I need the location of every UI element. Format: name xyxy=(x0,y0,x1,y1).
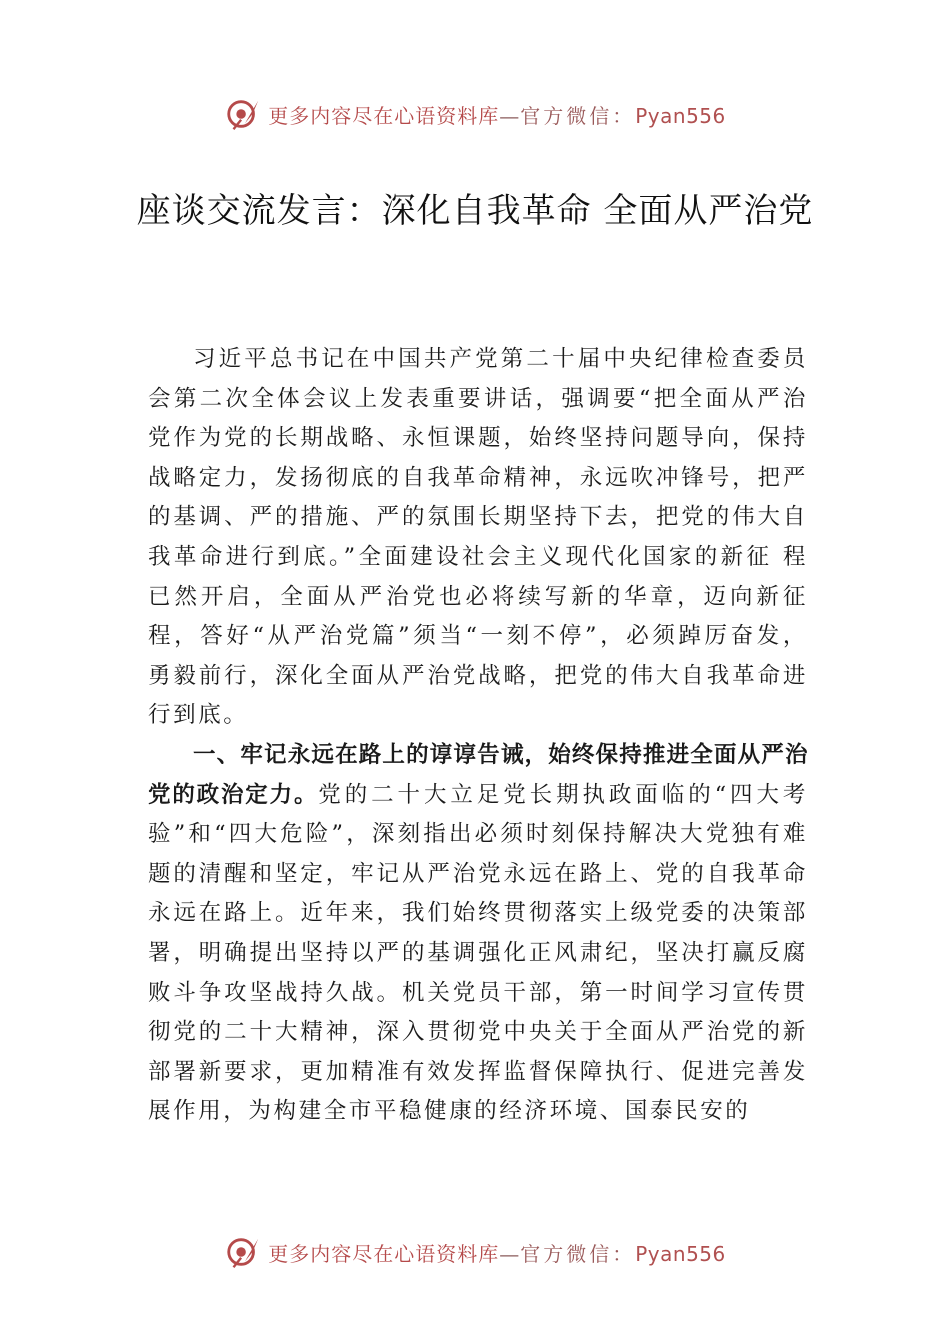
watermark-wechat-label: 官方微信： xyxy=(520,103,636,128)
watermark-site-name: 更多内容尽在心语资料库 xyxy=(268,103,500,128)
watermark-wechat-label: 官方微信： xyxy=(520,1241,636,1266)
section-1-body: 党的二十大立足党长期执政面临的“四大考验”和“四大危险”，深刻指出必须时刻保持解决大党独有难题的清醒和坚定，牢记从严治党永远在路上、党的自我革命永远在路上。近年来，我们始终贯彻落实上级党委的决策部署，明确提出坚持以严的基调强化正风肃纪，坚决打赢反腐败斗争攻坚战持久战。机关党员干部，第一时间学习宣传贯彻党的二十大精神，深入贯彻党中央关于全面从严治党的新部署新要求，更加精准有效发挥监督保障执行、促进完善发展作用，为构建全市平稳健康的经济环境、国泰民安的 xyxy=(148,781,808,1125)
document-title: 座谈交流发言：深化自我革命 全面从严治党 xyxy=(136,191,814,231)
watermark-separator: — xyxy=(499,1241,521,1266)
intro-paragraph: 习近平总书记在中国共产党第二十届中央纪律检查委员会第二次全体会议上发表重要讲话，强调要“把全面从严治党作为党的长期战略、永恒课题，始终坚持问题导向，保持战略定力，发扬彻底的自我革命精神，永远吹冲锋号，把严的基调、严的措施、严的氛围长期坚持下去，把党的伟大自我革命进行到底。”全面建设社会主义现代化国家的新征 程已然开启，全面从严治党也必将续写新的华章，迈向新征程，答好“从严治党篇”须当“一刻不停”，必须踔厉奋发， 勇毅前行，深化全面从严治党战略，把党的伟大自我革命进行到底。 xyxy=(148,346,808,729)
section-1-paragraph xyxy=(148,736,808,1132)
watermark-site-name: 更多内容尽在心语资料库 xyxy=(268,1241,500,1266)
document-body xyxy=(148,340,808,1132)
watermark-wechat-id: Pyan556 xyxy=(635,103,726,128)
header-watermark xyxy=(0,94,950,134)
section-1-heading: 一、牢记永远在路上的谆谆告诫，始终保持推进全面从严治党的政治定力。 xyxy=(148,741,808,808)
quill-logo-icon xyxy=(224,1233,262,1271)
watermark-text xyxy=(268,100,726,129)
watermark-separator: — xyxy=(499,103,521,128)
watermark-text xyxy=(268,1238,726,1267)
quill-logo-icon xyxy=(224,95,262,133)
watermark-wechat-id: Pyan556 xyxy=(635,1241,726,1266)
footer-watermark xyxy=(0,1232,950,1272)
